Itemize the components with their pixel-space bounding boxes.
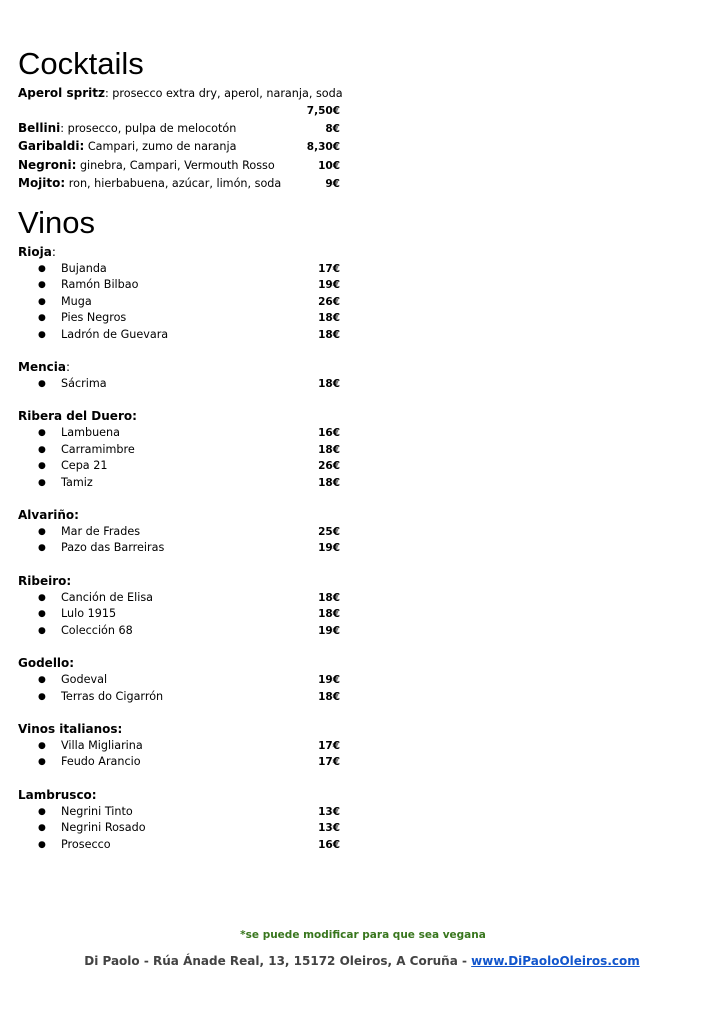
wine-name: Terras do Cigarrón [61,689,164,703]
wine-item [18,261,340,277]
wine-item [18,458,340,474]
wine-item [18,425,340,441]
wine-price: 18€ [318,378,340,391]
bullet-icon: ● [38,296,46,307]
wine-item [18,277,340,293]
wine-region-title [18,655,340,672]
wine-price: 13€ [318,805,340,818]
wine-region [18,721,340,771]
cocktail-name: Mojito: [18,176,66,190]
wine-name: Bujanda [61,262,107,275]
cocktail-item [18,157,340,176]
cocktail-description: : prosecco, pulpa de melocotón [60,121,237,135]
wine-region-name: Rioja [18,245,52,259]
bullet-icon: ● [38,839,46,850]
wine-name: Pazo das Barreiras [61,541,165,555]
wine-item [18,310,340,326]
wine-item [18,804,340,820]
wine-region [18,573,340,639]
wine-price: 19€ [318,279,340,292]
wine-price: 18€ [318,328,340,341]
wine-name: Canción de Elisa [61,590,154,604]
wine-name: Muga [61,294,92,308]
wine-region-title [18,408,340,425]
wine-name: Colección 68 [61,623,133,637]
wine-price: 13€ [318,822,340,835]
footer-address: - Rúa Ánade Real, 13, 15172 Oleiros, A Coruña - [139,954,472,968]
wine-item [18,606,340,622]
wine-name: Ladrón de Guevara [61,327,169,341]
bullet-icon: ● [38,609,46,620]
wine-name: Negrini Tinto [61,804,133,818]
wine-item [18,672,340,688]
wine-name: Ramón Bilbao [61,278,139,292]
cocktail-price: 8,30€ [306,141,340,153]
bullet-icon: ● [38,313,46,324]
cocktail-item [18,175,340,194]
wine-price: 18€ [318,591,340,604]
vinos-heading: Vinos [18,205,95,240]
bullet-icon: ● [38,461,46,472]
wine-price: 18€ [318,608,340,621]
bullet-icon: ● [38,740,46,751]
wine-region-colon: : [51,245,56,259]
wine-region [18,787,340,853]
bullet-icon: ● [38,379,46,390]
wine-price: 17€ [318,739,340,752]
cocktail-price: 8€ [325,122,340,135]
wine-name: Pies Negros [61,311,127,325]
cocktail-price: 7,50€ [306,104,340,117]
wine-region-name: Ribeiro: [18,573,72,588]
wine-price: 17€ [318,263,340,275]
wine-price: 18€ [318,312,340,325]
wine-item [18,738,340,754]
wine-item [18,689,340,705]
wine-region-name: Godello: [18,656,75,671]
wine-name: Negrini Rosado [61,821,146,835]
wine-item [18,820,340,836]
wine-price: 25€ [318,526,340,539]
wine-price: 26€ [318,460,340,473]
wine-region-title [18,507,340,524]
wine-name: Cepa 21 [61,459,108,473]
bullet-icon: ● [38,264,46,274]
wine-item [18,442,340,458]
wine-item [18,524,340,540]
cocktail-item [18,85,343,120]
wine-name: Sácrima [61,377,107,391]
wine-region-title [18,721,340,738]
wine-price: 19€ [318,542,340,555]
wine-item [18,327,340,343]
wine-price: 19€ [318,624,340,637]
cocktail-item [18,138,340,157]
bullet-icon: ● [38,823,46,834]
wine-price: 26€ [318,295,340,308]
wine-region-name: Vinos italianos: [18,721,123,736]
wine-region [18,655,340,705]
cocktail-description: Campari, zumo de naranja [84,140,237,153]
bullet-icon: ● [38,625,46,636]
wine-list [18,244,340,869]
wine-name: Mar de Frades [61,525,141,539]
wine-region-title [18,787,340,804]
bullet-icon: ● [38,280,46,291]
bullet-icon: ● [38,691,46,702]
wine-item [18,590,340,606]
wine-item [18,376,340,392]
bullet-icon: ● [38,592,46,603]
wine-region-title [18,244,340,261]
wine-price: 19€ [318,674,340,687]
bullet-icon: ● [38,329,46,340]
wine-region-colon: : [65,360,70,375]
wine-item [18,837,340,853]
footer [0,954,724,968]
cocktail-name: Bellini [18,120,61,135]
cocktails-heading: Cocktails [18,46,144,81]
bullet-icon: ● [38,527,46,538]
wine-region-name: Ribera del Duero: [18,409,137,424]
cocktail-description: ron, hierbabuena, azúcar, limón, soda [65,177,282,190]
wine-name: Lulo 1915 [61,607,117,621]
wine-region [18,244,340,343]
wine-item [18,294,340,310]
wine-region-name: Mencia [18,360,66,375]
cocktail-name: Negroni: [18,157,77,172]
wine-name: Godeval [61,673,108,687]
wine-name: Tamiz [61,475,93,489]
wine-region-title [18,359,340,376]
cocktail-description: ginebra, Campari, Vermouth Rosso [76,158,275,172]
wine-price: 18€ [318,690,340,703]
wine-price: 17€ [318,756,340,769]
bullet-icon: ● [38,675,46,686]
wine-name: Feudo Arancio [61,755,141,769]
wine-item [18,540,340,556]
wine-price: 16€ [318,838,340,851]
vegan-note: *se puede modificar para que sea vegana [240,929,486,941]
wine-name: Villa Migliarina [61,738,143,752]
cocktail-name: Aperol spritz [18,86,105,100]
wine-region [18,507,340,557]
cocktail-item [18,120,340,139]
cocktail-price: 10€ [318,159,340,172]
cocktails-list [18,85,343,194]
cocktail-description: : prosecco extra dry, aperol, naranja, soda [104,87,343,100]
wine-region [18,408,340,491]
wine-item [18,623,340,639]
wine-item [18,475,340,491]
bullet-icon: ● [38,428,46,439]
bullet-icon: ● [38,477,46,488]
bullet-icon: ● [38,444,46,455]
wine-region-name: Lambrusco: [18,787,97,802]
cocktail-price: 9€ [325,178,340,190]
footer-restaurant-name: Di Paolo [84,954,140,968]
wine-region-name: Alvariño: [18,508,79,523]
bullet-icon: ● [38,806,46,817]
wine-name: Prosecco [61,837,111,851]
wine-price: 18€ [318,476,340,489]
wine-region-title [18,573,340,590]
wine-item [18,754,340,770]
cocktail-name: Garibaldi: [18,139,85,153]
wine-price: 18€ [318,443,340,456]
footer-website-link[interactable]: www.DiPaoloOleiros.com [471,954,640,968]
wine-price: 16€ [318,427,340,440]
bullet-icon: ● [38,757,46,768]
wine-name: Lambuena [61,426,121,440]
wine-region [18,359,340,392]
bullet-icon: ● [38,543,46,554]
wine-name: Carramimbre [61,442,135,456]
